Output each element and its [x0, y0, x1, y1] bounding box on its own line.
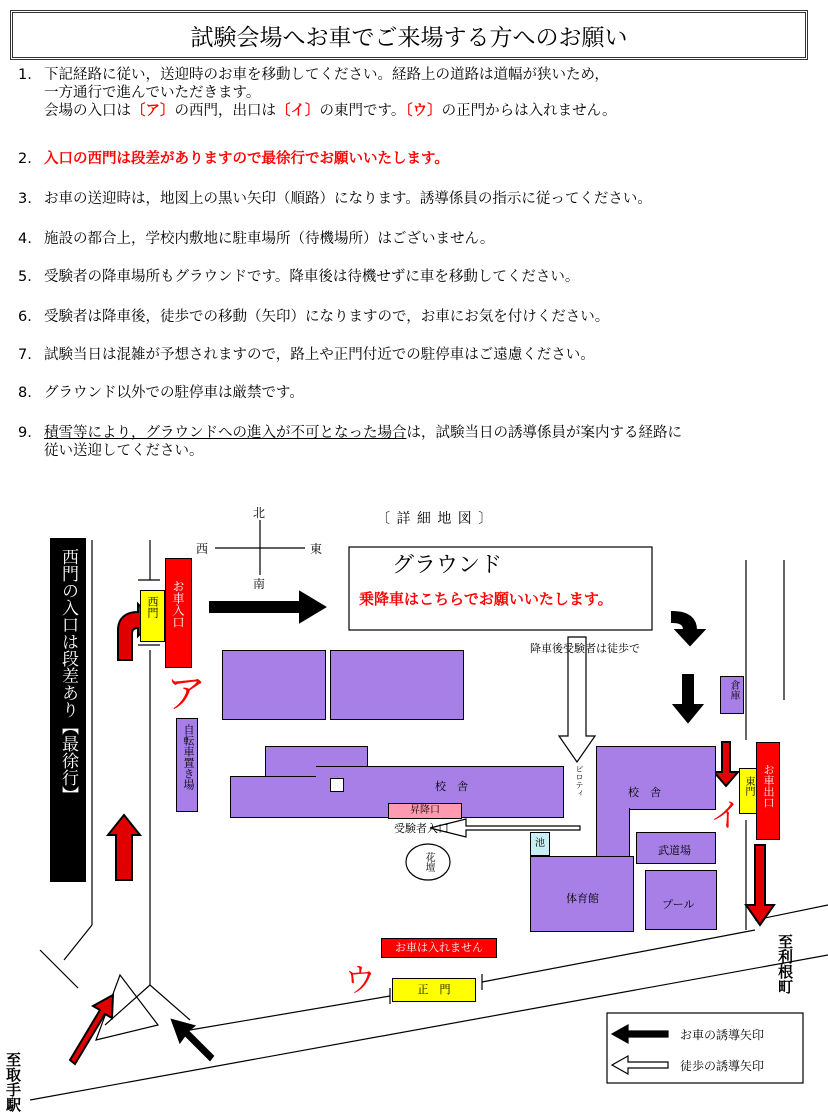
east-gate-label: 東門 [743, 776, 754, 796]
legend-car-label: お車の誘導矢印 [680, 1028, 765, 1042]
road-line [190, 996, 390, 1030]
page-title: 試験会場へお車でご来場する方へのお願い [190, 24, 628, 51]
legend-car-arrow [612, 1025, 668, 1043]
mark-i-ref: 〔イ〕 [276, 103, 320, 119]
rule-9-underlined: 積雪等により，グラウンドへの進入が不可となった場合 [44, 425, 407, 441]
car-arrow-down [674, 675, 702, 722]
compass-east: 東 [310, 542, 323, 556]
rule-number: 2. [18, 151, 32, 167]
pool-label: プール [662, 898, 695, 911]
rule-number: 6. [18, 309, 32, 325]
car-entrance-label: お車入口 [171, 580, 185, 628]
mark-a-ref: 〔ア〕 [131, 103, 175, 119]
bike-label: 自転車置き場 [182, 724, 195, 790]
west-gate-note: 西門の入口は段差あり【最徐行】 [58, 548, 78, 803]
legend-walk-label: 徒歩の誘導矢印 [680, 1059, 765, 1073]
compass-south: 南 [253, 577, 266, 591]
road-line [40, 950, 78, 988]
rule-number: 4. [18, 231, 32, 247]
car-arrow-diag-1 [70, 995, 113, 1064]
no-car-sign: お車は入れません [381, 938, 497, 958]
examinee-entrance-label: 受験者入口 [394, 822, 449, 835]
school-east [596, 746, 716, 810]
car-arrow-right [210, 592, 325, 622]
main-gate-box: 正 門 [392, 978, 476, 1002]
rule-5-text: 受験者の降車場所もグラウンドです。降車後は待機せずに車を移動してください。 [44, 269, 580, 285]
car-exit-label: お車出口 [762, 764, 775, 808]
rule-8-text: グラウンド以外での駐停車は厳禁です。 [44, 385, 304, 401]
mark-i: イ [710, 796, 743, 834]
school-label-2: 校 舎 [628, 786, 661, 799]
rule-7-text: 試験当日は混雑が予想されますので，路上や正門付近での駐停車はご遠慮ください。 [44, 347, 595, 363]
legend-walk-arrow [612, 1056, 668, 1074]
building-nw-2 [330, 650, 464, 720]
rule-number: 7. [18, 347, 32, 363]
pilotis-label: ピロティ [575, 765, 584, 797]
detail-map-title: 〔 詳 細 地 図 〕 [376, 511, 494, 527]
pond: 池 [530, 832, 550, 856]
rule-number: 3. [18, 191, 32, 207]
rule-3-text: お車の送迎時は，地図上の黒い矢印（順路）になります。誘導係員の指示に従ってください。 [44, 191, 652, 207]
rule-number: 5. [18, 269, 32, 285]
rule-1-line-2: 一方通行で進んでいただきます。 [44, 85, 261, 101]
rule-9-rest: は，試験当日の誘導係員が案内する経路に [406, 425, 682, 441]
car-arrow-diag-2 [172, 1020, 213, 1060]
rule-1-line-3g: の正門からは入れません。 [441, 103, 617, 119]
west-gate-label: 西門 [146, 596, 159, 618]
car-arrow-exit-down [746, 845, 774, 925]
budokan-label: 武道場 [658, 844, 691, 857]
to-tone-label: 至利根町 [776, 934, 794, 994]
rule-1-line-1: 下記経路に従い，送迎時のお車を移動してください。経路上の道路は道幅が狭いため， [44, 67, 609, 83]
storage-label: 倉庫 [728, 680, 739, 700]
courtyard [330, 778, 344, 792]
car-arrow-up [108, 815, 140, 880]
compass-west: 西 [196, 542, 209, 556]
to-toride-label: 至取手駅 [4, 1052, 22, 1112]
walk-arrow-left [430, 819, 580, 837]
school-east-connector [596, 808, 630, 858]
rule-1-line-3a: 会場の入口は [44, 103, 131, 119]
school-wing-west-2 [230, 776, 320, 818]
car-arrow-curve-down [672, 612, 704, 645]
rule-number: 9. [18, 425, 32, 441]
mark-a: ア [166, 671, 206, 717]
rule-4-text: 施設の都合上，学校内敷地に駐車場所（待機場所）はございません。 [44, 231, 495, 247]
mark-u-ref: 〔ウ〕 [405, 103, 442, 119]
road-line [64, 925, 92, 960]
rule-number: 8. [18, 385, 32, 401]
car-arrow-to-gate [714, 742, 738, 786]
rule-1-line-3c: の西門，出口は [174, 103, 276, 119]
building-nw-1 [222, 650, 326, 720]
rule-6-text: 受験者は降車後，徒歩での移動（矢印）になりますので，お車にお気を付けください。 [44, 309, 610, 325]
walk-note: 降車後受験者は徒歩で [530, 642, 640, 655]
gym-label: 体育館 [566, 892, 599, 905]
mark-u: ウ [344, 961, 377, 999]
rule-2-text: 入口の西門は段差がありますので最徐行でお願いいたします。 [44, 151, 449, 167]
rule-1-line-3e: の東門です。 [319, 103, 406, 119]
rule-9-line-2: 従い送迎してください。 [44, 443, 204, 459]
flowerbed-label: 花壇 [423, 852, 434, 872]
rule-number: 1. [18, 67, 32, 83]
road-line [482, 930, 755, 982]
entrance-hall: 昇降口 [388, 803, 462, 819]
school-label-1: 校 舎 [435, 780, 468, 793]
ground-label: グラウンド [392, 553, 503, 578]
ground-note: 乗降車はこちらでお願いいたします。 [359, 590, 613, 608]
compass-north: 北 [253, 506, 266, 520]
road-line [150, 985, 190, 1020]
